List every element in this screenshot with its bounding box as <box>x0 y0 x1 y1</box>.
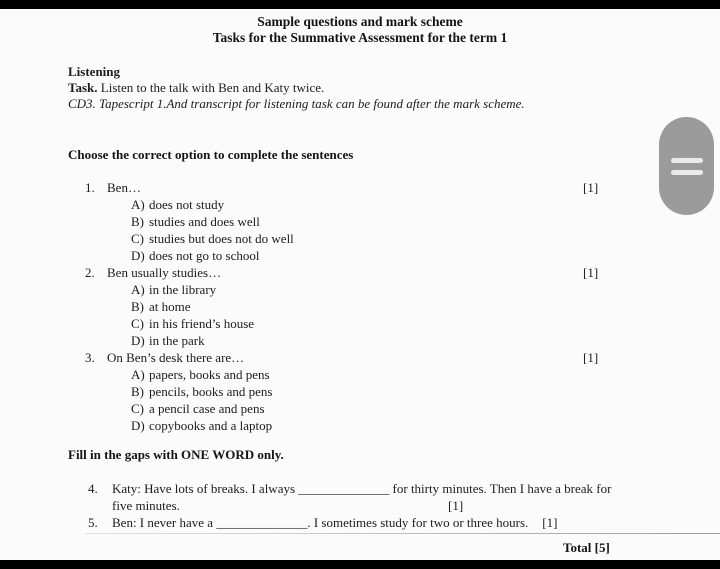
question-2-text: Ben usually studies… <box>107 265 222 280</box>
menu-handle-line-1 <box>671 158 703 163</box>
listening-intro <box>68 64 648 112</box>
question-4-mark: [1] <box>448 498 464 513</box>
option-3c-letter: C) <box>131 401 144 416</box>
bottom-letterbox-bar <box>0 560 720 569</box>
option-2d-text: in the park <box>149 333 205 348</box>
fill-gaps-instruction: Fill in the gaps with ONE WORD only. <box>68 447 284 462</box>
question-5-line <box>0 514 720 531</box>
task-line <box>68 80 648 96</box>
option-2d-letter: D) <box>131 333 145 348</box>
task-text: Listen to the talk with Ben and Katy twice. <box>97 80 325 95</box>
option-3a-letter: A) <box>131 367 145 382</box>
option-2a-text: in the library <box>149 282 217 297</box>
menu-handle-line-2 <box>671 170 703 175</box>
option-1a-text: does not study <box>149 197 225 212</box>
doc-title-line1: Sample questions and mark scheme <box>257 14 463 29</box>
option-2b <box>0 298 720 315</box>
question-5-number: 5. <box>88 515 98 530</box>
total-divider-line <box>85 533 720 534</box>
option-1a <box>0 196 720 213</box>
question-2-number: 2. <box>85 265 95 280</box>
option-3c <box>0 400 720 417</box>
choose-instruction: Choose the correct option to complete the sentences <box>68 147 354 162</box>
question-5-mark: [1] <box>542 515 558 530</box>
option-2c-text: in his friend’s house <box>149 316 255 331</box>
multiple-choice-questions <box>0 179 720 434</box>
option-1b <box>0 213 720 230</box>
question-3-mark: [1] <box>583 350 599 365</box>
option-3a-text: papers, books and pens <box>149 367 270 382</box>
question-1-mark: [1] <box>583 180 599 195</box>
tapescript-note: CD3. Tapescript 1.And transcript for listening task can be found after the mark scheme. <box>68 96 525 111</box>
option-1c-text: studies but does not do well <box>149 231 294 246</box>
question-1-number: 1. <box>85 180 95 195</box>
option-1b-letter: B) <box>131 214 144 229</box>
section-heading-listening: Listening <box>68 64 121 79</box>
option-2c-letter: C) <box>131 316 144 331</box>
question-4-line1 <box>0 480 720 497</box>
question-3-number: 3. <box>85 350 95 365</box>
option-2b-text: at home <box>149 299 191 314</box>
question-3-row <box>0 349 720 366</box>
question-4-line2 <box>0 497 720 514</box>
option-1c-letter: C) <box>131 231 144 246</box>
top-letterbox-bar <box>0 0 720 9</box>
option-1a-letter: A) <box>131 197 145 212</box>
doc-title-line2: Tasks for the Summative Assessment for the term 1 <box>212 30 508 45</box>
document-header <box>0 14 720 46</box>
question-3-text: On Ben’s desk there are… <box>107 350 245 365</box>
option-1d-text: does not go to school <box>149 248 260 263</box>
option-2d <box>0 332 720 349</box>
question-2-row <box>0 264 720 281</box>
question-4-line2-text: five minutes. <box>112 498 180 513</box>
question-4-post: for thirty minutes. Then I have a break for <box>389 481 612 496</box>
question-1-row <box>0 179 720 196</box>
question-2-mark: [1] <box>583 265 599 280</box>
option-1d-letter: D) <box>131 248 145 263</box>
question-4-number: 4. <box>88 481 98 496</box>
question-5-pre: Ben: I never have a <box>112 515 217 530</box>
option-1c <box>0 230 720 247</box>
option-3d-letter: D) <box>131 418 145 433</box>
floating-menu-handle-button[interactable] <box>659 117 714 215</box>
option-3b-text: pencils, books and pens <box>149 384 273 399</box>
option-1b-text: studies and does well <box>149 214 260 229</box>
option-1d <box>0 247 720 264</box>
option-2a-letter: A) <box>131 282 145 297</box>
question-4-pre: Katy: Have lots of breaks. I always <box>112 481 299 496</box>
task-label: Task. <box>68 80 98 95</box>
question-5-blank: ______________ <box>216 515 308 530</box>
gap-fill-questions <box>0 480 720 531</box>
option-3b <box>0 383 720 400</box>
option-2a <box>0 281 720 298</box>
option-2c <box>0 315 720 332</box>
question-5-post: . I sometimes study for two or three hours. <box>307 515 529 530</box>
total-marks-label: Total [5] <box>563 540 610 555</box>
option-3c-text: a pencil case and pens <box>149 401 265 416</box>
option-3b-letter: B) <box>131 384 144 399</box>
option-3d-text: copybooks and a laptop <box>149 418 273 433</box>
option-2b-letter: B) <box>131 299 144 314</box>
option-3a <box>0 366 720 383</box>
question-1-text: Ben… <box>107 180 141 195</box>
option-3d <box>0 417 720 434</box>
question-4-blank: ______________ <box>298 481 390 496</box>
